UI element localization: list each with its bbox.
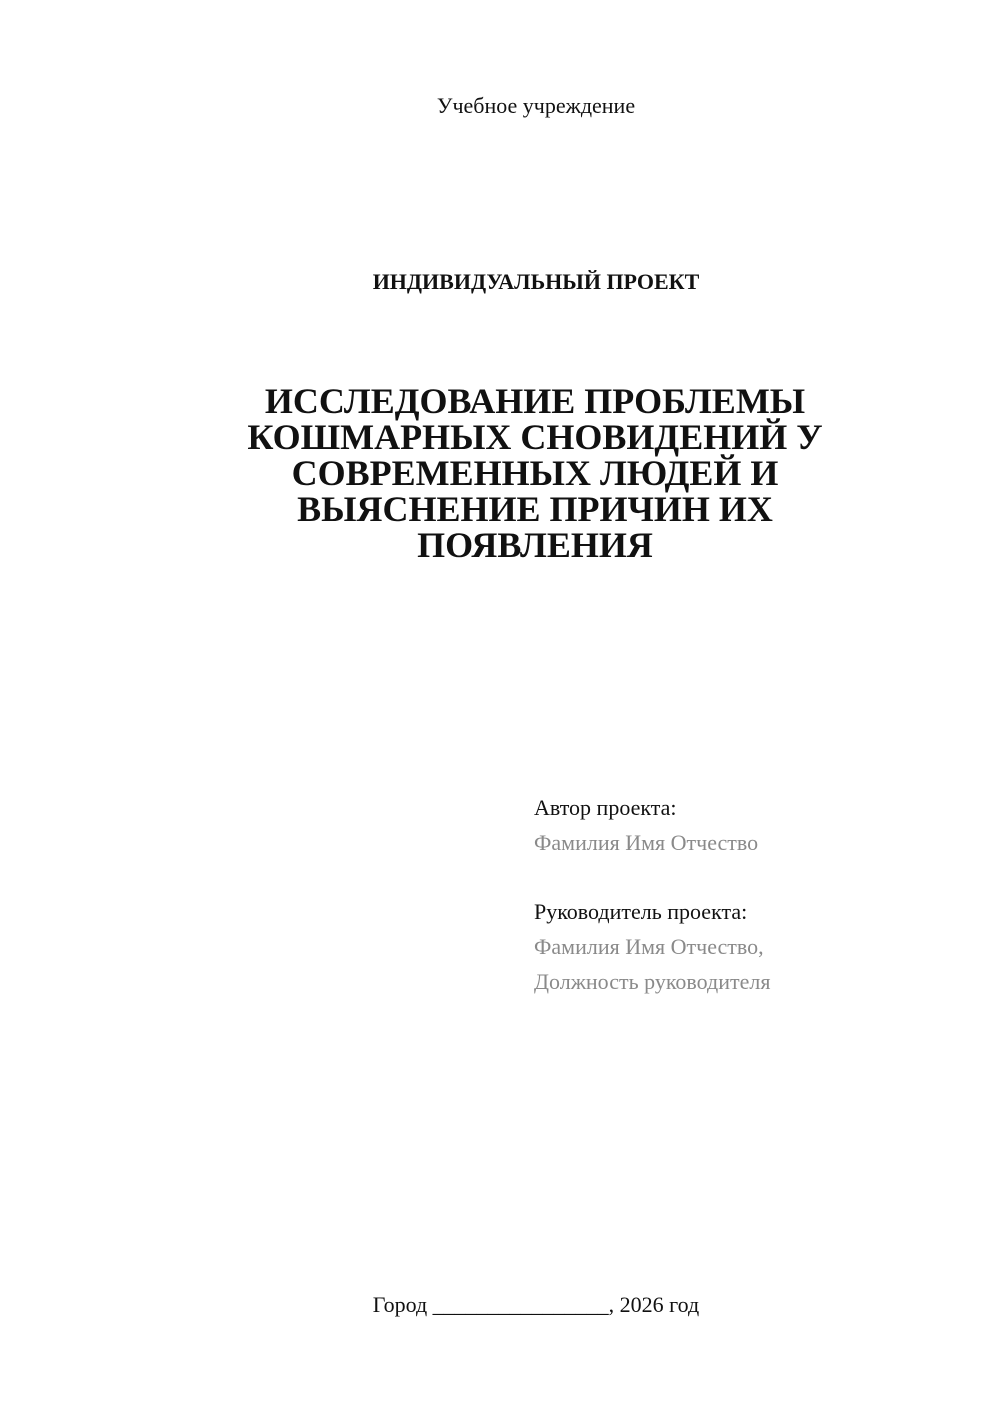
supervisor-label: Руководитель проекта: xyxy=(534,899,748,924)
supervisor-position-placeholder: Должность руководителя xyxy=(534,969,771,994)
author-label: Автор проекта: xyxy=(534,795,677,820)
title-line: ПОЯВЛЕНИЯ xyxy=(417,525,653,565)
city-year-line: Город ________________, 2026 год xyxy=(372,1292,700,1317)
institution-name: Учебное учреждение xyxy=(436,93,636,118)
spacer xyxy=(534,860,954,894)
project-type-heading: ИНДИВИДУАЛЬНЫЙ ПРОЕКТ xyxy=(372,269,700,294)
title-line: ВЫЯСНЕНИЕ ПРИЧИН ИХ xyxy=(297,489,773,529)
supervisor-name-placeholder: Фамилия Имя Отчество, xyxy=(534,934,764,959)
title-line: СОВРЕМЕННЫХ ЛЮДЕЙ И xyxy=(291,453,779,493)
title-line: ИССЛЕДОВАНИЕ ПРОБЛЕМЫ xyxy=(264,381,806,421)
project-title xyxy=(210,383,860,563)
title-line: КОШМАРНЫХ СНОВИДЕНИЙ У xyxy=(247,417,823,457)
author-name-placeholder: Фамилия Имя Отчество xyxy=(534,830,759,855)
authors-block xyxy=(534,790,954,999)
